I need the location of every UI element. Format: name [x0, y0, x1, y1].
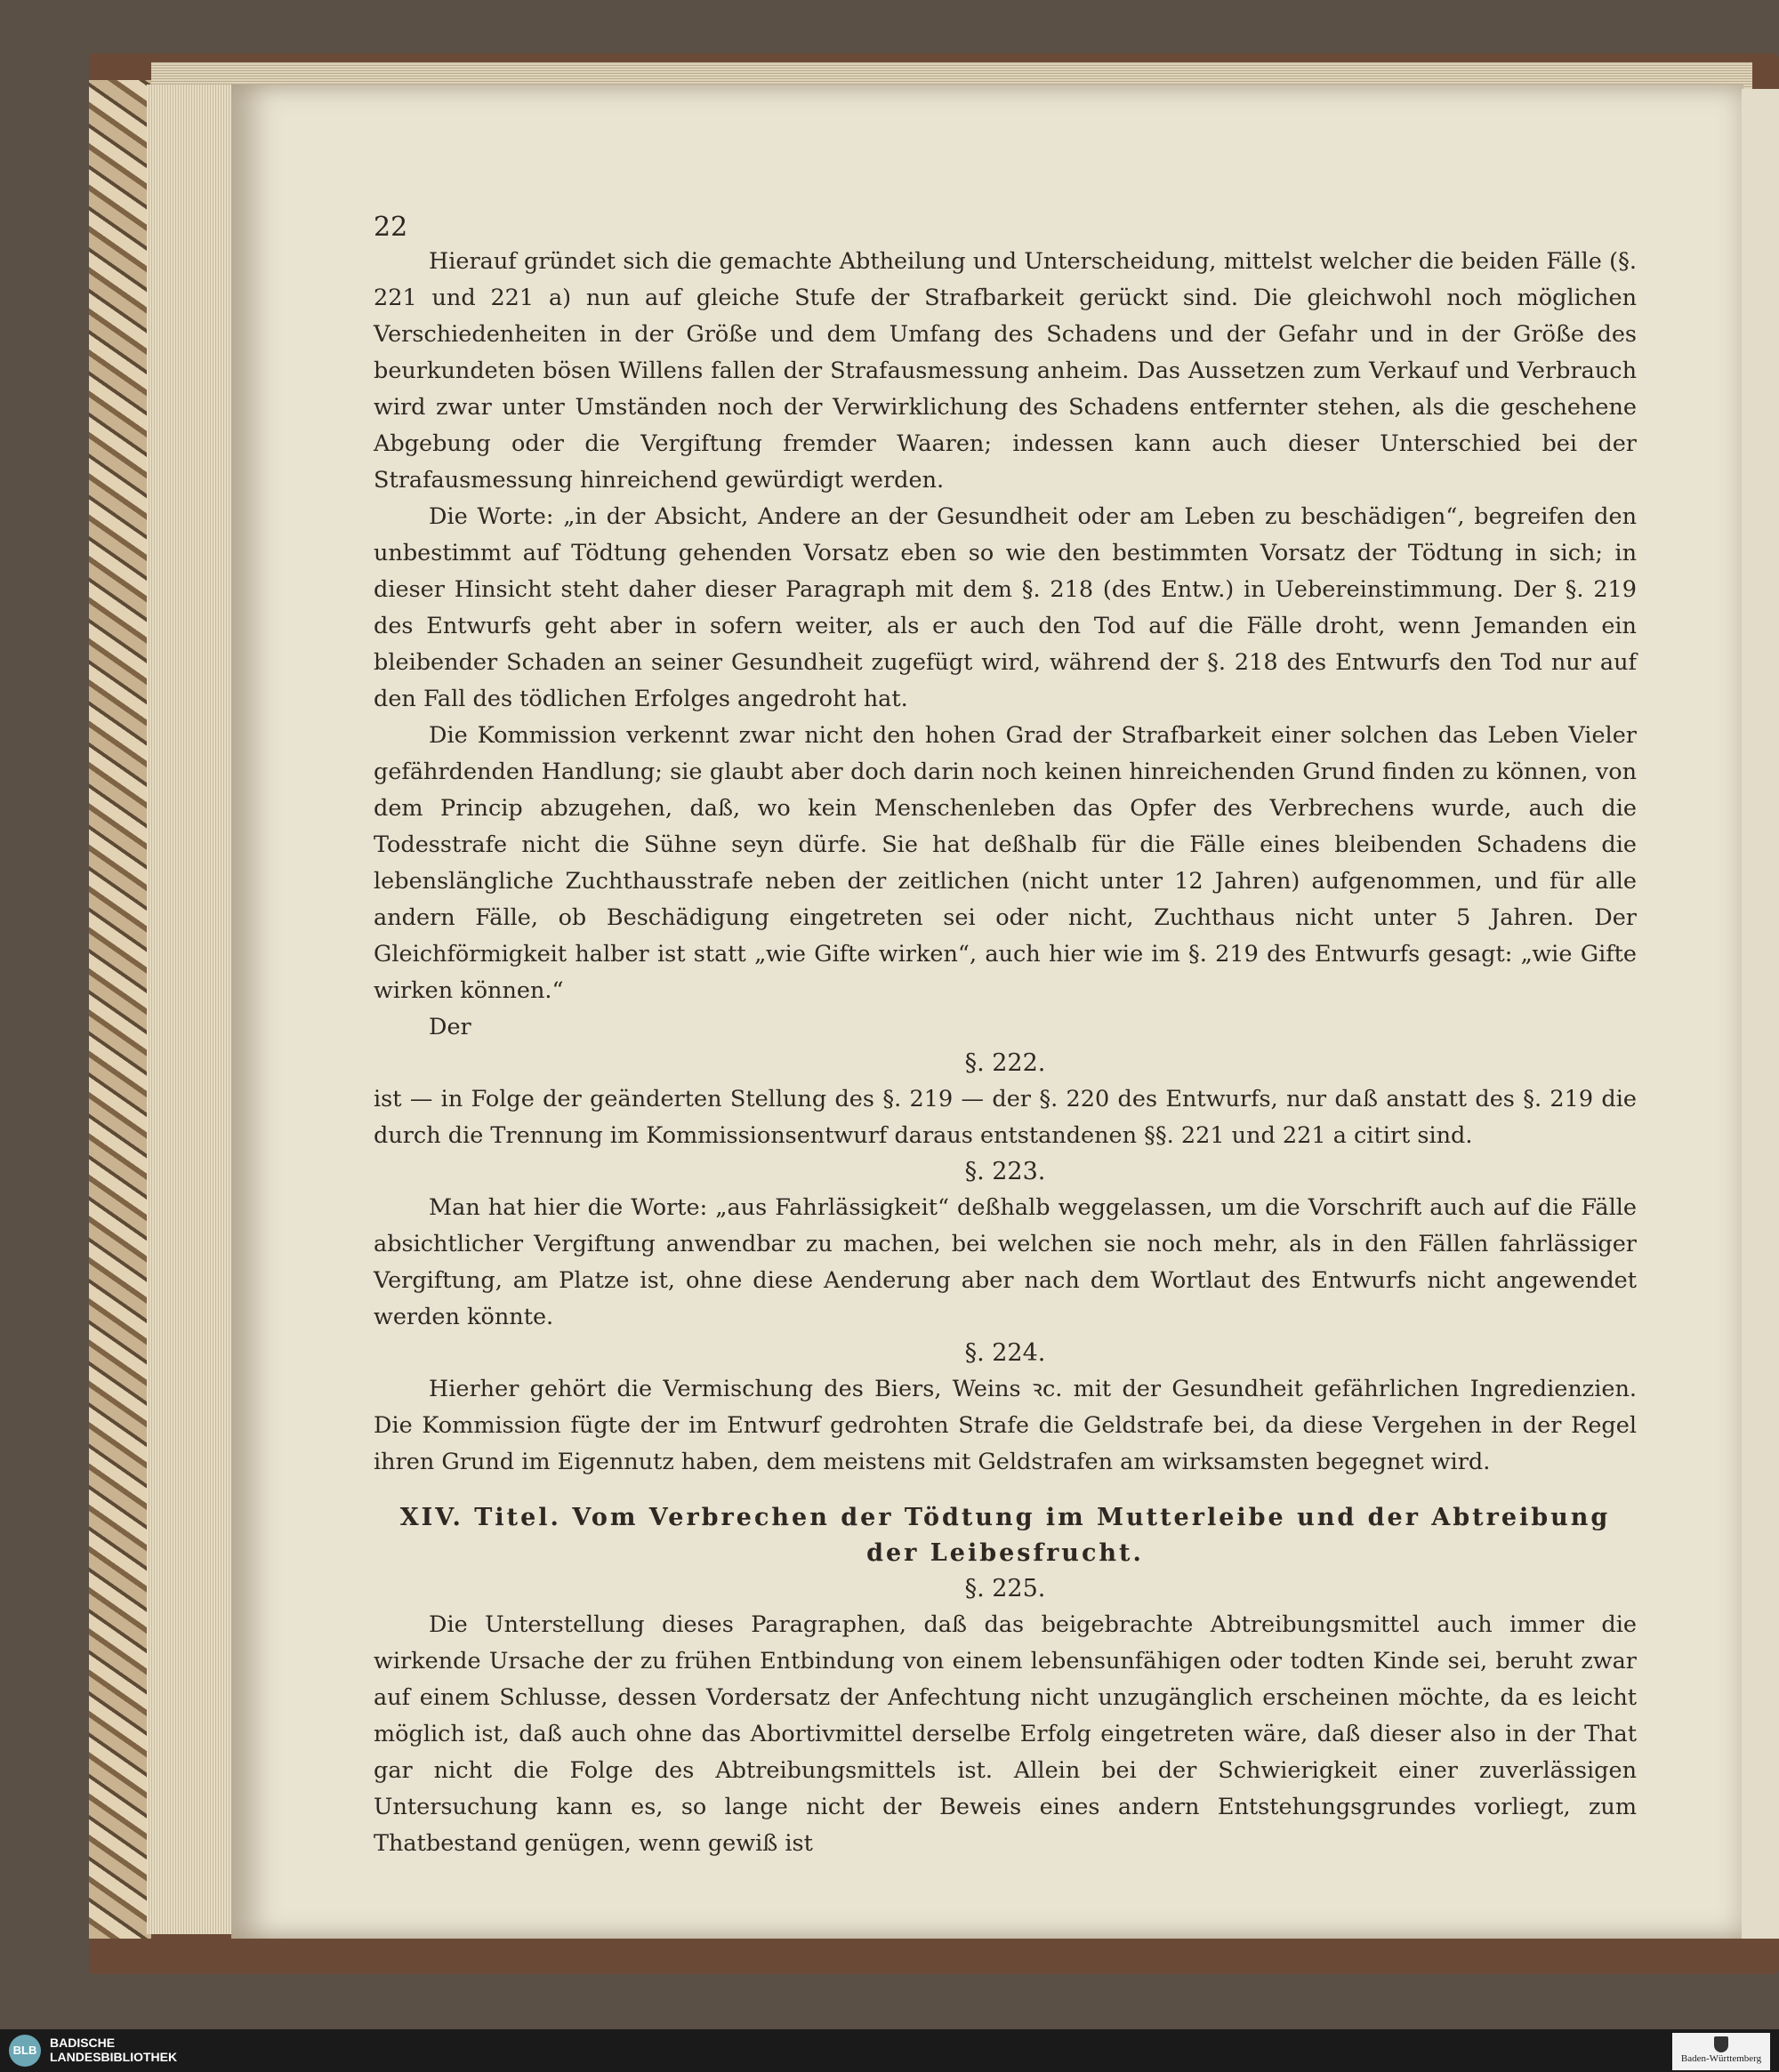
section-225-heading: §. 225.	[964, 1575, 1046, 1602]
library-name[interactable]	[50, 2036, 177, 2064]
page-side-edges	[147, 84, 236, 1934]
section-223-text: Man hat hier die Worte: „aus Fahrlässigkeit“ deßhalb weggelassen, um die Vorschrift auch auf die Fälle absichtlicher Vergiftung anwendbar zu machen, bei welchen sie noch mehr, als in den Fällen fahrlässiger Vergiftung, am Platze ist, ohne diese Aenderung aber nach dem Wortlaut des Entwurfs nicht angewendet werden könnte.	[374, 1194, 1637, 1330]
marbled-edge	[89, 80, 151, 1939]
page-text	[374, 206, 1637, 1862]
paragraph-2: Die Worte: „in der Absicht, Andere an der Gesundheit oder am Leben zu beschädigen“, begreifen den unbestimmt auf Tödtung gehenden Vorsatz eben so wie den bestimmten Vorsatz der Tödtung in sich; in dieser Hinsicht steht daher dieser Paragraph mit dem §. 218 (des Entw.) in Uebereinstimmung. Der §. 219 des Entwurfs geht aber in sofern weiter, als er auch den Tod auf die Fälle droht, wenn Jemanden ein bleibender Schaden an seiner Gesundheit zugefügt wird, während der §. 218 des Entwurfs den Tod nur auf den Fall des tödlichen Erfolges angedroht hat.	[374, 503, 1637, 712]
coat-of-arms-icon	[1714, 2036, 1728, 2052]
state-name: Baden-Württemberg	[1680, 2053, 1762, 2064]
section-223-heading: §. 223.	[964, 1158, 1046, 1185]
section-222-heading: §. 222.	[964, 1049, 1046, 1077]
state-logo[interactable]	[1672, 2033, 1770, 2070]
section-222-text: ist — in Folge der geänderten Stellung des §. 219 — der §. 220 des Entwurfs, nur daß anstatt des §. 219 die durch die Trennung im Kommissionsentwurf daraus entstandenen §§. 221 und 221 a citirt sind.	[374, 1086, 1637, 1149]
page-number: 22	[374, 212, 408, 243]
chapter-title: XIV. Titel. Vom Verbrechen der Tödtung im Mutterleibe und der Abtreibung der Leibesfrucht.	[399, 1504, 1611, 1567]
footer-bar	[0, 2029, 1779, 2072]
section-224-text: Hierher gehört die Vermischung des Biers, Weins ꝛc. mit der Gesundheit gefährlichen Ingredienzien. Die Kommission fügte der im Entwurf gedrohten Strafe die Geldstrafe bei, da diese Vergehen in der Regel ihren Grund im Eigennutz haben, dem meistens mit Geldstrafen am wirksamsten begegnet wird.	[374, 1376, 1637, 1475]
section-225-text: Die Unterstellung dieses Paragraphen, daß das beigebrachte Abtreibungsmittel auch immer die wirkende Ursache der zu frühen Entbindung von einem lebensunfähigen oder todten Kinde sei, beruht zwar auf einem Schlusse, dessen Vordersatz der Anfechtung nicht unzugänglich erscheinen möchte, da es leicht möglich ist, daß auch ohne das Abortivmittel derselbe Erfolg eingetreten wäre, daß dieser also in der That gar nicht die Folge des Abtreibungsmittels ist. Allein bei der Schwierigkeit einer zuverlässigen Untersuchung kann es, so lange nicht der Beweis eines andern Entstehungsgrundes vorliegt, zum Thatbestand genügen, wenn gewiß ist	[374, 1611, 1637, 1857]
library-name-line1: BADISCHE	[50, 2036, 116, 2050]
paragraph-3: Die Kommission verkennt zwar nicht den hohen Grad der Strafbarkeit einer solchen das Leben Vieler gefährdenden Handlung; sie glaubt aber doch darin noch keinen hinreichenden Grund finden zu können, von dem Princip abzugehen, daß, wo kein Menschenleben das Opfer des Verbrechens wurde, auch die Todesstrafe nicht die Sühne seyn dürfe. Sie hat deßhalb für die Fälle eines bleibenden Schadens die lebenslängliche Zuchthausstrafe neben der zeitlichen (nicht unter 12 Jahren) aufgenommen, und für alle andern Fälle, ob Beschädigung eingetreten sei oder nicht, Zuchthaus nicht unter 5 Jahren. Der Gleichförmigkeit halber ist statt „wie Gifte wirken“, auch hier wie im §. 219 des Entwurfs gesagt: „wie Gifte wirken können.“	[374, 722, 1637, 1004]
paragraph-1: Hierauf gründet sich die gemachte Abtheilung und Unterscheidung, mittelst welcher die beiden Fälle (§. 221 und 221 a) nun auf gleiche Stufe der Strafbarkeit gerückt sind. Die gleichwohl noch möglichen Verschiedenheiten in der Größe und dem Umfang des Schadens und der Gefahr und in der Größe des beurkundeten bösen Willens fallen der Strafausmessung anheim. Das Aussetzen zum Verkauf und Verbrauch wird zwar unter Umständen noch der Verwirklichung des Schadens entfernter stehen, als die geschehene Abgebung oder die Vergiftung fremder Waaren; indessen kann auch dieser Unterschied bei der Strafausmessung hinreichend gewürdigt werden.	[374, 248, 1637, 494]
blb-logo[interactable]: BLB	[9, 2035, 41, 2067]
facing-page-edge	[1742, 89, 1779, 1939]
paragraph-4: Der	[429, 1014, 471, 1040]
section-224-heading: §. 224.	[964, 1339, 1046, 1367]
library-name-line2: LANDESBIBLIOTHEK	[50, 2050, 178, 2064]
